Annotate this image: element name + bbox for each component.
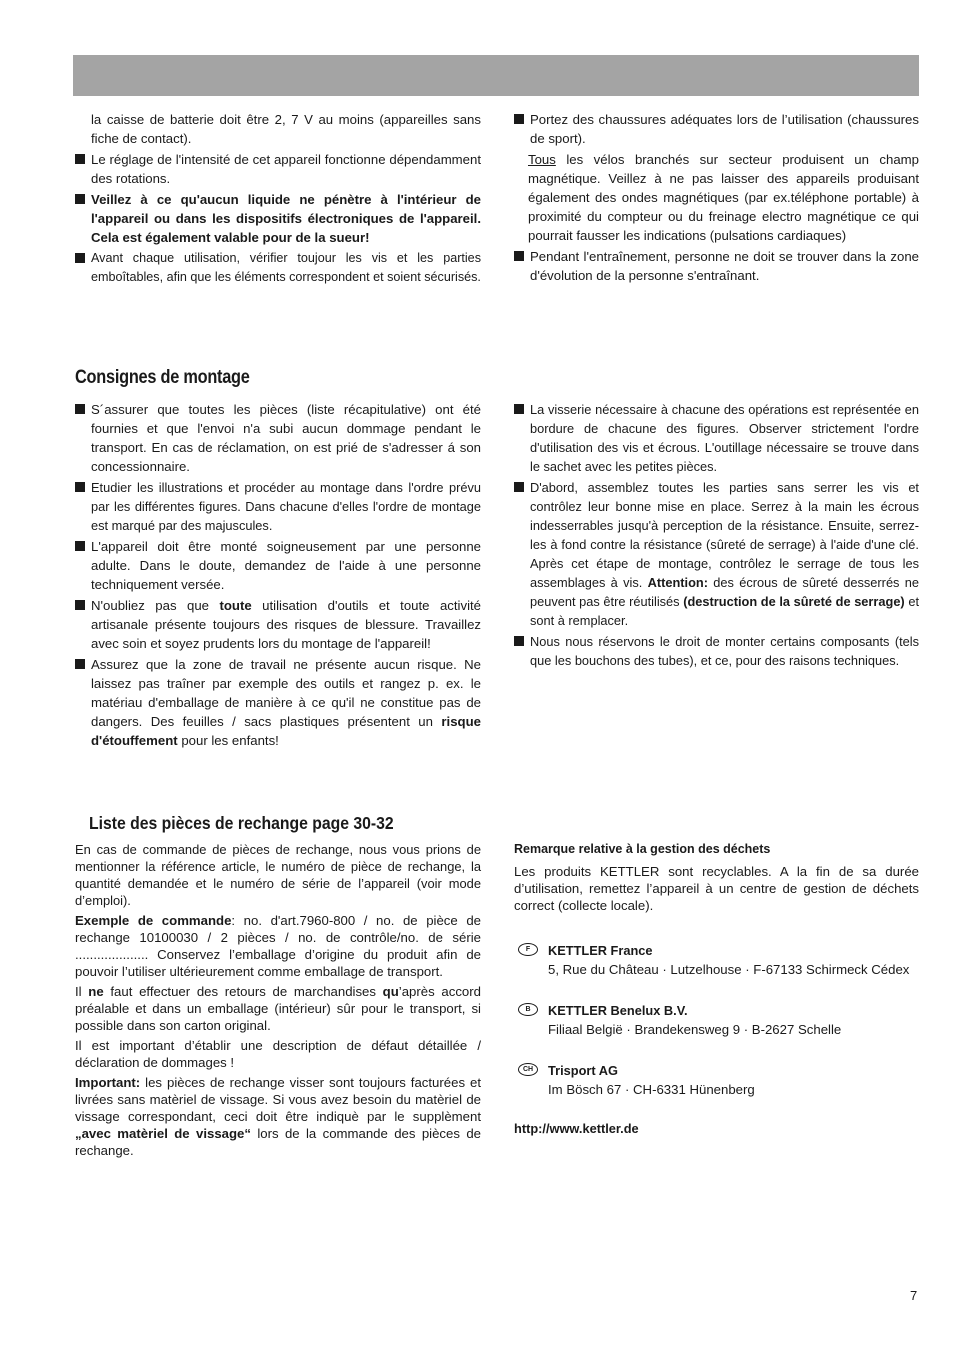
bold-text: toute — [219, 598, 252, 613]
list-item-text: Avant chaque utilisation, vérifier toujour les vis et les parties emboîtables, afin que les éléments correspondent et soient sécurisés. — [91, 251, 481, 284]
continued-text — [75, 110, 481, 148]
paragraph-text: les pièces de rechange visser sont toujours facturées et livrées sans matèriel de vissage. Si vous avez besoin du matèriel de vissage correspondant, ceci doit être indiquè par le supplèment — [75, 1075, 481, 1124]
paragraph-text: Il — [75, 984, 89, 999]
list-item — [75, 400, 481, 476]
bullet-icon — [514, 404, 524, 414]
page-number: 7 — [910, 1288, 918, 1303]
address-benelux — [514, 1001, 919, 1039]
bold-text: Attention: — [647, 575, 708, 590]
list-item — [514, 247, 919, 285]
list-item — [75, 150, 481, 188]
address-name: Trisport AG — [548, 1063, 618, 1078]
paragraph: En cas de commande de pièces de rechange, nous vous prions de mentionner la référence article, le numéro de pièce de rechange, la quantité demandée et le numéro de série de l’appareil (voir mode d’emploi). — [75, 842, 481, 908]
bold-text: Important: — [75, 1075, 141, 1090]
list-item-text: S´assurer que toutes les pièces (liste récapitulative) ont été fournies et que l'envoi n'a subi aucun dommage pendant le transport. En cas de réclamation, on est prié de s'adresser á son concessionnaire. — [91, 402, 481, 474]
bullet-icon — [75, 194, 85, 204]
list-item-text: Nous nous réservons le droit de monter certains composants (tels que les bouchons des tubes), et ce, pour des raisons techniques. — [530, 634, 919, 668]
dechets-column — [514, 840, 919, 1138]
dechets-text: Les produits KETTLER sont recyclables. A la fin de sa durée d’utilisation, remettez l’appareil à un centre de gestion de déchets correct (collecte locale). — [514, 864, 919, 913]
top-left-column — [75, 110, 481, 289]
bullet-icon — [75, 541, 85, 551]
header-bar — [73, 55, 919, 96]
list-item-text: Portez des chaussures adéquates lors de l’utilisation (chaussures de sport). — [530, 112, 919, 146]
section-title-montage: Consignes de montage — [75, 367, 250, 388]
pieces-column — [75, 841, 481, 1162]
country-code-icon: CH — [518, 1063, 538, 1076]
address-line: Filiaal België · Brandekensweg 9 · B-2627 Schelle — [548, 1022, 842, 1037]
list-item-text: La visserie nécessaire à chacune des opérations est représentée en bordure de chacune des figures. Observer strictement l'ordre d'utilisation des vis et écrous. L'outillage nécessaire se trouve dans le sachet avec les petites pièces. — [530, 402, 919, 474]
bullet-icon — [75, 600, 85, 610]
paragraph — [75, 912, 481, 980]
list-item-text: Pendant l'entraînement, personne ne doit se trouver dans la zone d'évolution de la personne s'entraînant. — [530, 249, 919, 283]
list-item — [514, 632, 919, 670]
montage-right-column — [514, 400, 919, 672]
list-item — [514, 110, 919, 148]
list-item-text: Le réglage de l'intensité de cet appareil fonctionne dépendamment des rotations. — [91, 152, 481, 186]
paragraph — [75, 983, 481, 1034]
bullet-icon — [514, 114, 524, 124]
list-item — [75, 478, 481, 535]
country-code-icon: B — [518, 1003, 538, 1016]
bullet-icon — [75, 154, 85, 164]
list-item-text: Assurez que la zone de travail ne présente aucun risque. Ne laissez pas traîner par exemple des outils et rangez p. ex. le matériau d'emballage de manière à ce qu'il ne constitue pas de dangers. Des feuilles / sacs plastiques présentent un — [91, 657, 481, 729]
paragraph-text: lors de la commande des pièces de rechange. — [75, 1126, 481, 1158]
continued-text-content: la caisse de batterie doit être 2, 7 V au moins (appareilles sans fiche de contact). — [91, 112, 481, 146]
address-line: 5, Rue du Château · Lutzelhouse · F-67133 Schirmeck Cédex — [548, 962, 910, 977]
country-code-icon: F — [518, 943, 538, 956]
paragraph: Il est important d’établir une description de défaut détaillée / déclaration de dommages ! — [75, 1038, 481, 1070]
paragraph-text: faut effectuer des retours de marchandises — [103, 984, 383, 999]
list-item — [75, 190, 481, 247]
section-title-pieces: Liste des pièces de rechange page 30-32 — [89, 813, 394, 833]
list-item — [75, 537, 481, 594]
montage-left-column — [75, 400, 481, 752]
list-item-text: Etudier les illustrations et procéder au montage dans l'ordre prévu par les différentes figures. Dans chacune d'elles l'ordre de montage est marqué par des majuscules. — [91, 480, 481, 533]
address-switzerland — [514, 1061, 919, 1099]
bold-text: „avec matèriel de vissage“ — [75, 1126, 251, 1141]
bold-text: (destruction de la sûreté de serrage) — [683, 594, 905, 609]
list-item — [514, 400, 919, 476]
bullet-icon — [75, 253, 85, 263]
bold-text: ne — [88, 984, 104, 999]
list-item-text: pour les enfants! — [177, 733, 279, 748]
list-item — [75, 596, 481, 653]
list-item — [75, 655, 481, 750]
bold-text: risque d'étouffement — [91, 714, 481, 748]
paragraph — [75, 1074, 481, 1159]
bullet-icon — [514, 251, 524, 261]
bullet-icon — [514, 636, 524, 646]
list-item — [514, 478, 919, 630]
list-item-text: et sont à remplacer. — [530, 594, 919, 628]
bullet-icon — [75, 659, 85, 669]
paragraph-text: : no. d'art.7960-800 / no. de pièce de rechange 10100030 / 2 pièces / no. de contrôle/no. de série .................... Conservez l’emballage d’origine du produit afin de pouvoir l’utiliser ultérieurement comme emballage de transport. — [75, 913, 481, 979]
address-line: Im Bösch 67 · CH-6331 Hünenberg — [548, 1082, 755, 1097]
bold-text: Exemple de commande — [75, 913, 232, 928]
website-link[interactable]: http://www.kettler.de — [514, 1121, 639, 1136]
address-name: KETTLER Benelux B.V. — [548, 1003, 688, 1018]
bullet-icon — [75, 482, 85, 492]
list-item-text: L'appareil doit être monté soigneusement par une personne adulte. Dans le doute, demandez de l'aide à une personne techniquement versée. — [91, 539, 481, 592]
list-item-text: Veillez à ce qu'aucun liquide ne pénètre à l'intérieur de l'appareil ou dans les dispositifs électroniques de l'appareil. Cela est également valable pour de la sueur! — [91, 192, 481, 245]
list-item-text: des écrous de sûreté desserrés ne peuvent pas être réutilisés — [530, 575, 919, 609]
paragraph-text: ’après accord préalable et dans un emballage (intérieur) sûr pour le transport, si possible dans son carton original. — [75, 984, 481, 1033]
list-item-text: D'abord, assemblez toutes les parties sans serrer les vis et contrôlez leur bonne mise en place. Serrez à la main les écrous indesserrables jusqu'à perception de la résistance. Ensuite, serrez-les à fond contre la résistance (sûreté de serrage) à l'aide d'une clé. Après cet étape de montage, contrôlez le serrage de tous les assemblages à vis. — [530, 480, 919, 590]
paragraph — [514, 150, 919, 245]
address-name: KETTLER France — [548, 943, 653, 958]
underlined-word: Tous — [528, 152, 556, 167]
top-right-column — [514, 110, 919, 287]
list-item — [75, 249, 481, 287]
bullet-icon — [514, 482, 524, 492]
paragraph-text: les vélos branchés sur secteur produisent un champ magnétique. Veillez à ne pas laisser des appareils produisant également des ondes magnétiques (par ex.téléphone portable) à proximité du compteur ou du freinage electro magnétique ce qui pourrait fausser les indications (pulsations cardiaques) — [528, 152, 919, 243]
list-item-text: N'oubliez pas que — [91, 598, 220, 613]
list-item-text: utilisation d'outils et toute activité artisanale présente toujours des risques de blessure. Travaillez avec soin et soyez prudents lors du montage de l'appareil! — [91, 598, 482, 651]
dechets-title: Remarque relative à la gestion des déchets — [514, 842, 771, 856]
bold-text: qu — [382, 984, 399, 999]
bullet-icon — [75, 404, 85, 414]
address-france — [514, 941, 919, 979]
